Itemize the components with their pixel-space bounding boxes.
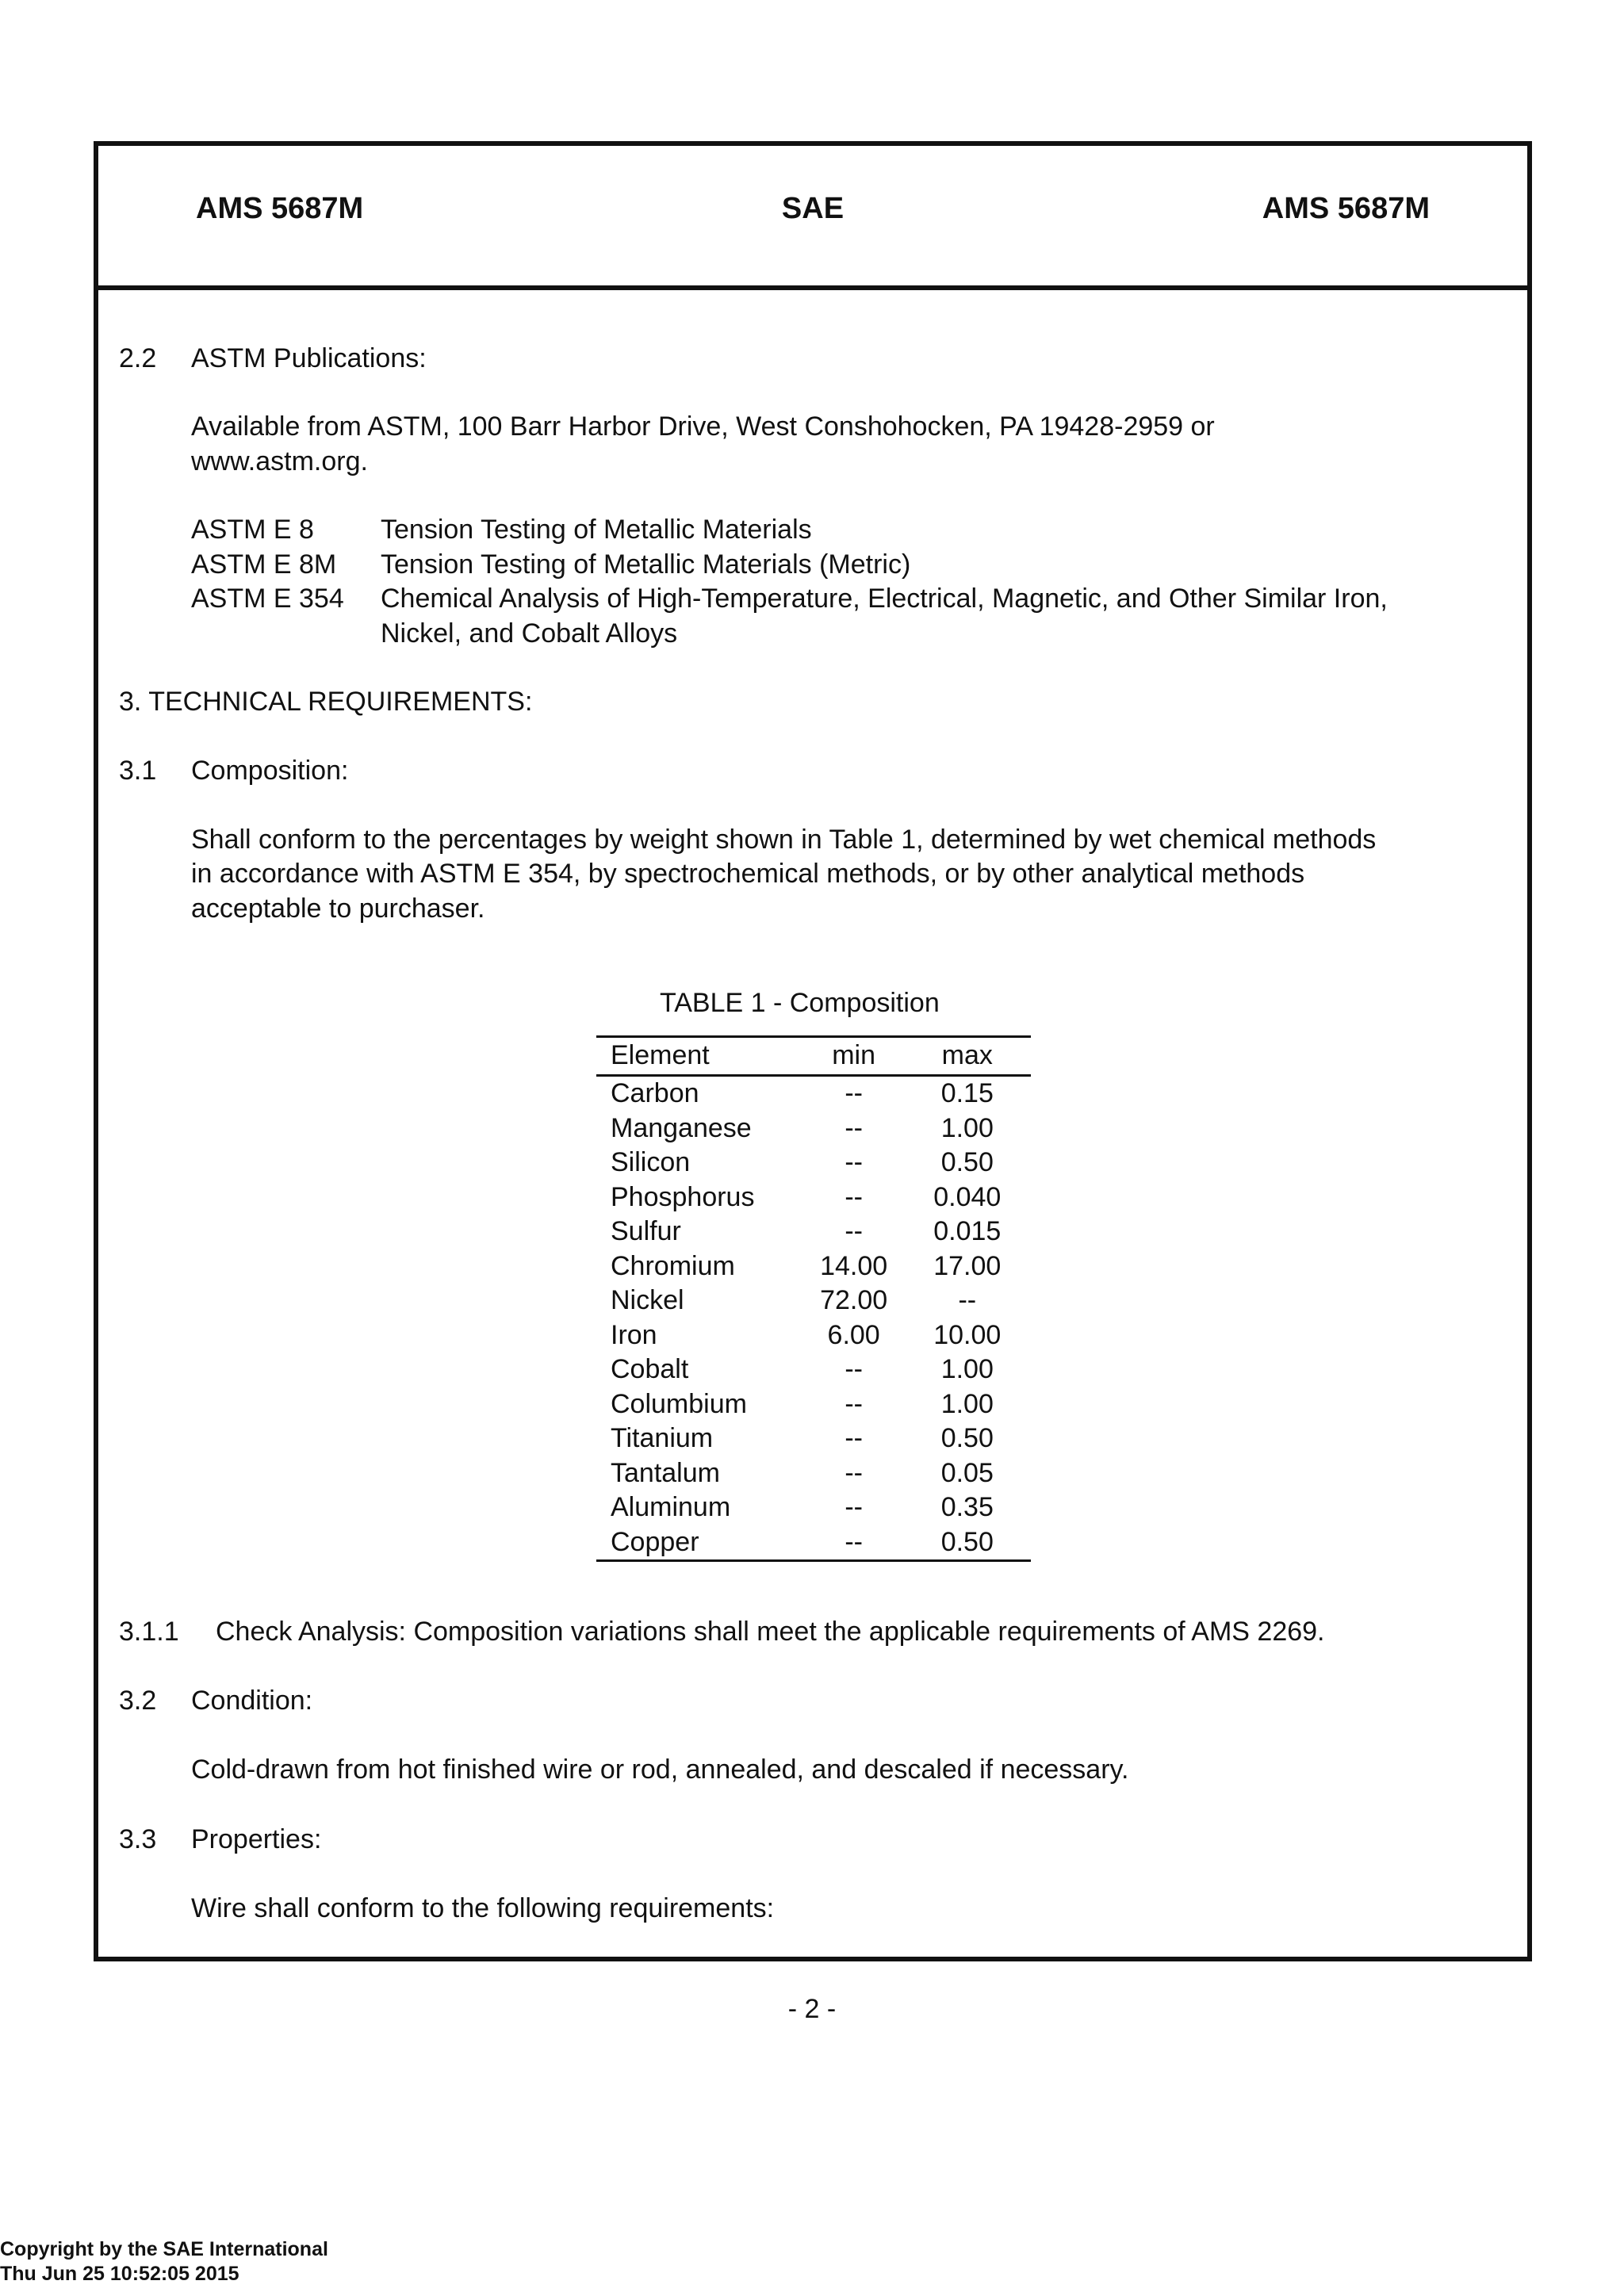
section-3-1-body-line2: in accordance with ASTM E 354, by spectrochemical methods, or by other analytical methods — [191, 859, 1305, 889]
table-row — [596, 1456, 1031, 1491]
cell-min: -- — [845, 1457, 863, 1488]
cell-min: -- — [845, 1181, 863, 1212]
cell-max: 0.05 — [940, 1457, 994, 1488]
column-header-min: min — [804, 1037, 904, 1076]
cell-max: 1.00 — [940, 1112, 994, 1143]
cell-max: 0.040 — [933, 1181, 1002, 1212]
cell-element: Silicon — [611, 1147, 691, 1177]
reference-title: Tension Testing of Metallic Materials — [381, 515, 812, 545]
reference-code: ASTM E 8M — [191, 549, 337, 580]
header-org: SAE — [781, 192, 845, 225]
cell-element: Manganese — [611, 1112, 752, 1143]
cell-max: 0.15 — [940, 1078, 994, 1108]
cell-min: -- — [845, 1423, 863, 1453]
cell-min: -- — [845, 1147, 863, 1177]
table-row — [596, 1525, 1031, 1561]
cell-min: -- — [845, 1216, 863, 1246]
cell-element: Chromium — [611, 1250, 735, 1281]
table-row — [596, 1215, 1031, 1249]
section-2-2-title: ASTM Publications: — [191, 343, 427, 373]
table-row — [596, 1284, 1031, 1318]
cell-element: Copper — [596, 1525, 804, 1561]
table-header-row — [596, 1037, 1031, 1076]
cell-min: 14.00 — [820, 1250, 888, 1281]
section-3-heading: 3. TECHNICAL REQUIREMENTS: — [119, 687, 533, 717]
cell-element: Aluminum — [611, 1492, 731, 1522]
cell-element: Phosphorus — [611, 1181, 755, 1212]
cell-element: Nickel — [611, 1285, 684, 1315]
column-header-element: Element — [596, 1037, 804, 1076]
section-3-3-number: 3.3 — [119, 1824, 157, 1854]
table-1-title: TABLE 1 - Composition — [660, 988, 940, 1018]
cell-element: Tantalum — [611, 1457, 720, 1488]
footer-copyright: Copyright by the SAE International — [0, 2238, 328, 2260]
cell-element: Carbon — [611, 1078, 699, 1108]
section-3-1-number: 3.1 — [119, 756, 157, 786]
cell-max: 0.50 — [904, 1525, 1031, 1561]
table-row — [596, 1353, 1031, 1387]
cell-max: 0.015 — [933, 1216, 1002, 1246]
footer-copyright-block — [0, 2237, 328, 2286]
table-row — [596, 1422, 1031, 1456]
cell-min: -- — [804, 1525, 904, 1561]
cell-min: -- — [845, 1112, 863, 1143]
cell-element: Cobalt — [611, 1354, 689, 1384]
page-number: - 2 - — [787, 1994, 837, 2024]
reference-title: Chemical Analysis of High-Temperature, Electrical, Magnetic, and Other Similar Iron, — [381, 584, 1388, 614]
column-header-max: max — [904, 1037, 1031, 1076]
cell-min: -- — [845, 1078, 863, 1108]
section-3-3-body: Wire shall conform to the following requirements: — [191, 1893, 775, 1923]
footer-timestamp: Thu Jun 25 10:52:05 2015 — [0, 2263, 239, 2285]
cell-element: Sulfur — [611, 1216, 681, 1246]
section-3-1-body-line1: Shall conform to the percentages by weight shown in Table 1, determined by wet chemical methods — [191, 825, 1377, 855]
table-row — [596, 1490, 1031, 1525]
table-row — [596, 1249, 1031, 1284]
section-2-2-availability-line1: Available from ASTM, 100 Barr Harbor Drive, West Conshohocken, PA 19428-2959 or — [191, 411, 1215, 442]
reference-code: ASTM E 354 — [191, 584, 344, 614]
cell-min: 72.00 — [820, 1285, 888, 1315]
table-row — [596, 1112, 1031, 1146]
reference-code: ASTM E 8 — [191, 515, 314, 545]
cell-min: 6.00 — [827, 1319, 880, 1350]
cell-element: Iron — [611, 1319, 657, 1350]
cell-max: 0.50 — [940, 1423, 994, 1453]
header-doc-id-left: AMS 5687M — [196, 192, 364, 225]
section-3-2-title: Condition: — [191, 1686, 313, 1716]
table-row — [596, 1318, 1031, 1353]
page-header — [98, 146, 1527, 290]
cell-min: -- — [845, 1354, 863, 1384]
table-row — [596, 1181, 1031, 1215]
cell-max: 0.50 — [940, 1147, 994, 1177]
reference-title: Tension Testing of Metallic Materials (Metric) — [381, 549, 911, 580]
header-doc-id-right: AMS 5687M — [1262, 192, 1430, 225]
section-3-3-title: Properties: — [191, 1824, 322, 1854]
cell-element: Titanium — [611, 1423, 714, 1453]
cell-max: 17.00 — [933, 1250, 1002, 1281]
cell-max: 1.00 — [940, 1388, 994, 1419]
section-2-2-availability-line2: www.astm.org. — [191, 446, 368, 476]
reference-title-continued: Nickel, and Cobalt Alloys — [381, 618, 678, 649]
table-row — [596, 1146, 1031, 1181]
cell-max: 1.00 — [940, 1354, 994, 1384]
section-3-1-body-line3: acceptable to purchaser. — [191, 894, 485, 924]
section-3-1-title: Composition: — [191, 756, 349, 786]
composition-table — [596, 1035, 1031, 1562]
section-2-2-number: 2.2 — [119, 343, 157, 373]
section-3-2-number: 3.2 — [119, 1686, 157, 1716]
cell-min: -- — [845, 1388, 863, 1419]
section-3-2-body: Cold-drawn from hot finished wire or rod, annealed, and descaled if necessary. — [191, 1755, 1129, 1785]
cell-max: 0.35 — [940, 1492, 994, 1522]
cell-max: -- — [958, 1285, 977, 1315]
section-3-1-1-text: Check Analysis: Composition variations shall meet the applicable requirements of AMS 2269. — [216, 1617, 1325, 1647]
table-row — [596, 1387, 1031, 1422]
cell-element: Columbium — [611, 1388, 747, 1419]
cell-max: 10.00 — [933, 1319, 1002, 1350]
section-3-1-1-number: 3.1.1 — [119, 1617, 179, 1647]
cell-min: -- — [845, 1492, 863, 1522]
table-row — [596, 1076, 1031, 1112]
